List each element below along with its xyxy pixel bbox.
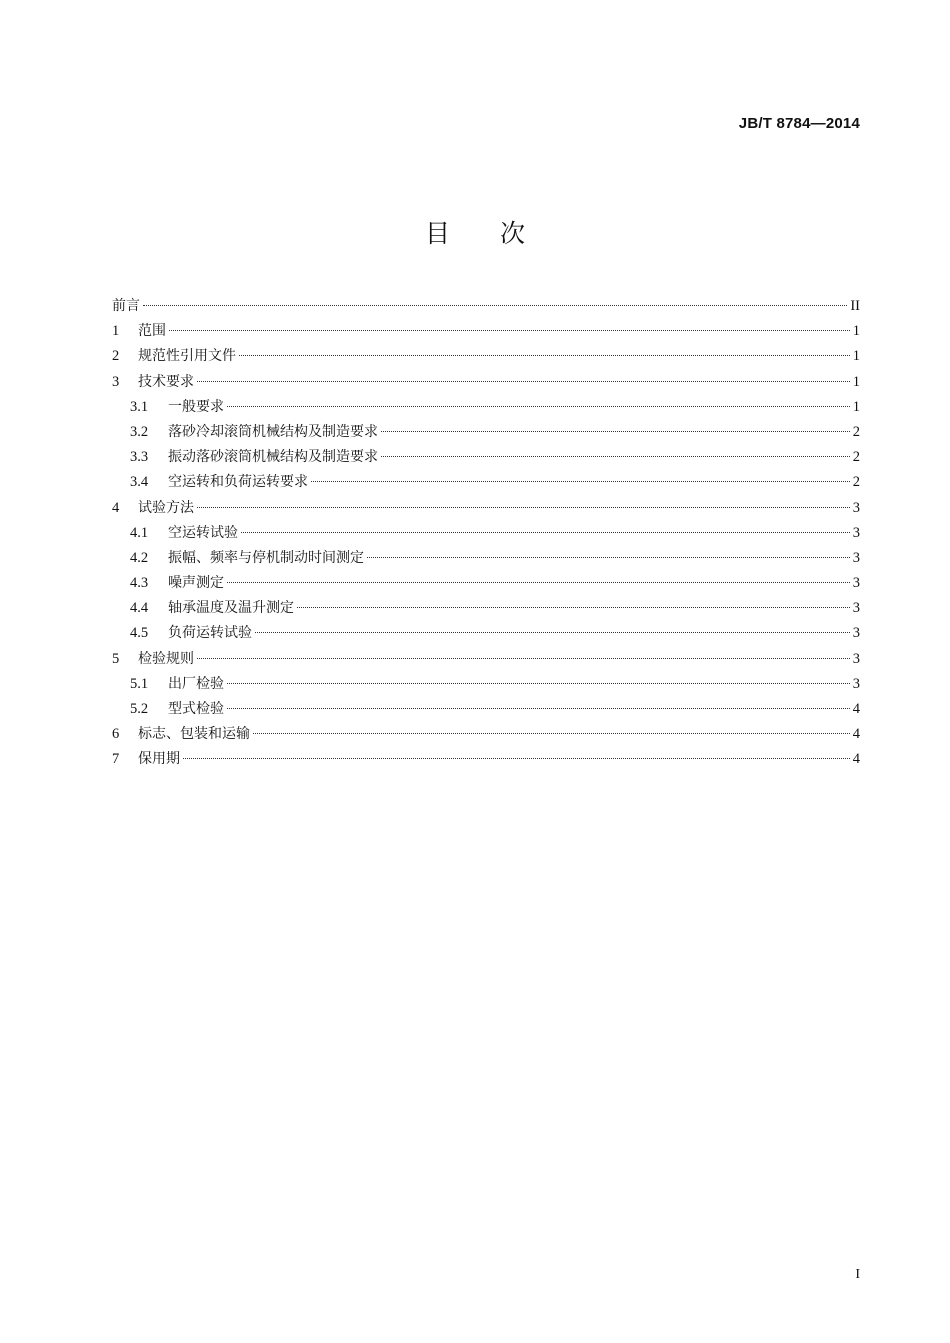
toc-leader-dots (197, 381, 850, 382)
toc-entry-title: 落砂冷却滚筒机械结构及制造要求 (168, 423, 378, 440)
toc-leader-dots (253, 733, 850, 734)
toc-entry-number: 3 (112, 373, 120, 390)
toc-entry[interactable] (112, 445, 860, 470)
toc-leader-dots (381, 431, 850, 432)
toc-entry-number: 5.1 (130, 675, 149, 692)
toc-entry-page: 3 (852, 600, 860, 617)
toc-entry[interactable] (112, 470, 860, 495)
toc-entry-number: 3.2 (130, 423, 149, 440)
toc-entry-page: 1 (852, 348, 860, 365)
toc-entry-title: 型式检验 (168, 701, 224, 717)
toc-entry-number: 5 (112, 650, 120, 667)
toc-entry-title: 范围 (138, 323, 166, 340)
toc-entry-title: 空运转试验 (168, 524, 238, 541)
toc-entry-number: 4.5 (130, 625, 149, 642)
toc-entry-title: 噪声测定 (168, 575, 224, 592)
toc-entry-number: 1 (112, 323, 120, 340)
toc-entry-number: 3.3 (130, 449, 149, 466)
toc-entry[interactable] (112, 672, 860, 697)
toc-entry-page: 3 (852, 650, 860, 667)
toc-entry-title: 空运转和负荷运转要求 (168, 474, 308, 491)
toc-entry-page: 4 (852, 701, 860, 717)
toc-entry-title: 规范性引用文件 (138, 348, 236, 365)
toc-leader-dots (227, 406, 850, 407)
toc-entry-page: 1 (852, 323, 860, 340)
toc-entry[interactable] (112, 496, 860, 521)
toc-entry-title: 振动落砂滚筒机械结构及制造要求 (168, 449, 378, 466)
standard-code: JB/T 8784—2014 (738, 115, 860, 132)
toc-entry-title: 前言 (112, 298, 140, 314)
toc-leader-dots (239, 355, 850, 356)
toc-entry[interactable] (112, 521, 860, 546)
toc-title-char-2: 次 (500, 219, 526, 248)
toc-entry-page: 4 (852, 726, 860, 743)
toc-entry-title: 负荷运转试验 (168, 625, 252, 642)
toc-entry[interactable] (112, 722, 860, 747)
toc-entry-number: 4.3 (130, 575, 149, 592)
toc-entry-title: 标志、包装和运输 (138, 726, 250, 743)
toc-entry-title: 技术要求 (138, 373, 194, 390)
toc-entry-page: 3 (852, 499, 860, 516)
toc-title (0, 214, 950, 250)
toc-leader-dots (227, 582, 850, 583)
toc-entry-page: 3 (852, 625, 860, 642)
toc-entry-page: 1 (852, 373, 860, 390)
toc-title-char-1: 目 (424, 219, 450, 248)
toc-entry-title: 试验方法 (138, 499, 194, 516)
toc-entry-page: 1 (852, 398, 860, 415)
toc-entry-title: 轴承温度及温升测定 (168, 600, 294, 617)
toc-entry-page: 2 (852, 474, 860, 491)
toc-entry-page: II (850, 298, 860, 314)
toc-leader-dots (255, 632, 850, 633)
toc-entry[interactable] (112, 571, 860, 596)
toc-entry-number: 4 (112, 499, 120, 516)
toc-entry-page: 3 (852, 549, 860, 566)
toc-leader-dots (169, 330, 850, 331)
toc-entry-number: 4.2 (130, 549, 149, 566)
toc-entry-number: 4.4 (130, 600, 149, 617)
toc-entry[interactable] (112, 319, 860, 344)
page-number: I (855, 1267, 860, 1282)
toc-leader-dots (241, 532, 850, 533)
toc-entry-title: 出厂检验 (168, 675, 224, 692)
toc-entry-number: 6 (112, 726, 120, 743)
toc-leader-dots (183, 758, 850, 759)
toc-entry-page: 2 (852, 449, 860, 466)
toc-leader-dots (227, 683, 850, 684)
toc-entry[interactable] (112, 294, 860, 319)
toc-leader-dots (367, 557, 850, 558)
toc-entry[interactable] (112, 395, 860, 420)
toc-entry-page: 3 (852, 524, 860, 541)
toc-entry-number: 2 (112, 348, 120, 365)
toc-entry-number: 7 (112, 751, 120, 768)
toc-entry-number: 4.1 (130, 524, 149, 541)
toc-entry-page: 3 (852, 575, 860, 592)
toc-entry[interactable] (112, 697, 860, 722)
toc-entry[interactable] (112, 747, 860, 772)
toc-entry-number: 3.1 (130, 398, 149, 415)
toc-leader-dots (197, 507, 850, 508)
toc-entry[interactable] (112, 370, 860, 395)
toc-leader-dots (381, 456, 850, 457)
toc-entry[interactable] (112, 546, 860, 571)
toc-entry-title: 保用期 (138, 751, 180, 768)
toc-entry-title: 振幅、频率与停机制动时间测定 (168, 549, 364, 566)
toc-entry[interactable] (112, 647, 860, 672)
toc-entry-page: 2 (852, 423, 860, 440)
toc-leader-dots (311, 481, 850, 482)
toc-leader-dots (227, 708, 850, 709)
toc-entry-page: 3 (852, 675, 860, 692)
toc-leader-dots (143, 305, 847, 306)
toc-entry[interactable] (112, 621, 860, 646)
toc-entry-number: 3.4 (130, 474, 149, 491)
toc-entry-page: 4 (852, 751, 860, 768)
toc-entry-title: 一般要求 (168, 398, 224, 415)
toc-entry-title: 检验规则 (138, 650, 194, 667)
toc-leader-dots (197, 658, 850, 659)
toc-entry[interactable] (112, 596, 860, 621)
toc-leader-dots (297, 607, 850, 608)
toc-entry-number: 5.2 (130, 701, 149, 717)
toc-entry[interactable] (112, 344, 860, 369)
table-of-contents (112, 294, 860, 773)
toc-entry[interactable] (112, 420, 860, 445)
